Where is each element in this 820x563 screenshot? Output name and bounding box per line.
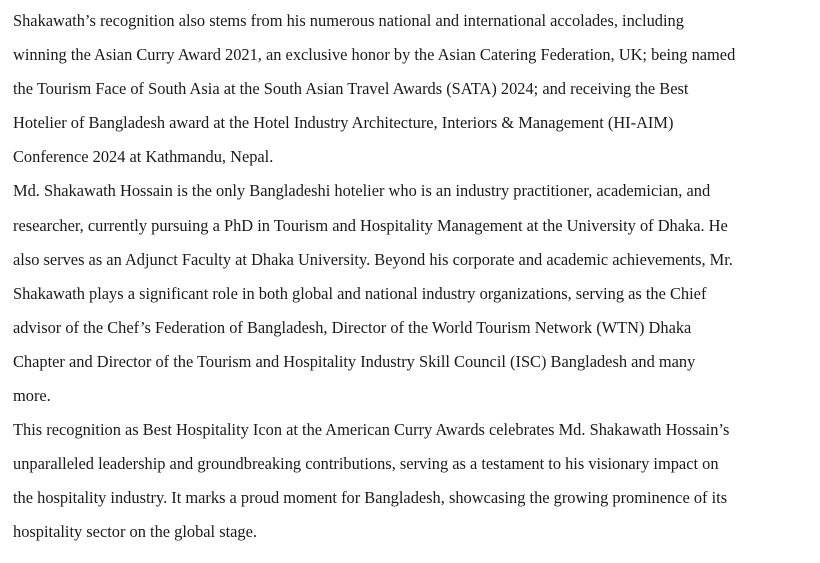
text-line: the Tourism Face of South Asia at the South Asian Travel Awards (SATA) 2024; and receiving the Best — [13, 79, 689, 99]
text-line: also serves as an Adjunct Faculty at Dhaka University. Beyond his corporate and academic achievements, Mr. — [13, 249, 733, 269]
paragraph-roles — [13, 174, 813, 413]
text-line: Shakawath plays a significant role in both global and national industry organizations, serving as the Chief — [13, 283, 707, 303]
article-body — [13, 4, 813, 550]
text-line: unparalleled leadership and groundbreaking contributions, serving as a testament to his visionary impact on — [13, 454, 719, 474]
text-line: hospitality sector on the global stage. — [13, 522, 257, 542]
text-line: researcher, currently pursuing a PhD in Tourism and Hospitality Management at the University of Dhaka. He — [13, 215, 728, 235]
text-line: This recognition as Best Hospitality Icon at the American Curry Awards celebrates Md. Shakawath Hossain’s — [13, 420, 730, 440]
text-line: Shakawath’s recognition also stems from his numerous national and international accolades, including — [13, 11, 684, 30]
text-line: Conference 2024 at Kathmandu, Nepal. — [13, 147, 274, 167]
text-line: Md. Shakawath Hossain is the only Bangladeshi hotelier who is an industry practitioner, academician, and — [13, 181, 711, 201]
text-line: winning the Asian Curry Award 2021, an exclusive honor by the Asian Catering Federation, UK; being named — [13, 45, 736, 65]
text-line: the hospitality industry. It marks a proud moment for Bangladesh, showcasing the growing prominence of its — [13, 488, 728, 508]
text-line: Hotelier of Bangladesh award at the Hotel Industry Architecture, Interiors & Management (HI-AIM) — [13, 113, 674, 133]
paragraph-accolades — [13, 4, 813, 174]
paragraph-recognition — [13, 413, 813, 549]
text-line: more. — [13, 386, 51, 406]
text-line: Chapter and Director of the Tourism and Hospitality Industry Skill Council (ISC) Bangladesh and many — [13, 351, 696, 371]
text-line: advisor of the Chef’s Federation of Bangladesh, Director of the World Tourism Network (WTN) Dhaka — [13, 317, 692, 337]
